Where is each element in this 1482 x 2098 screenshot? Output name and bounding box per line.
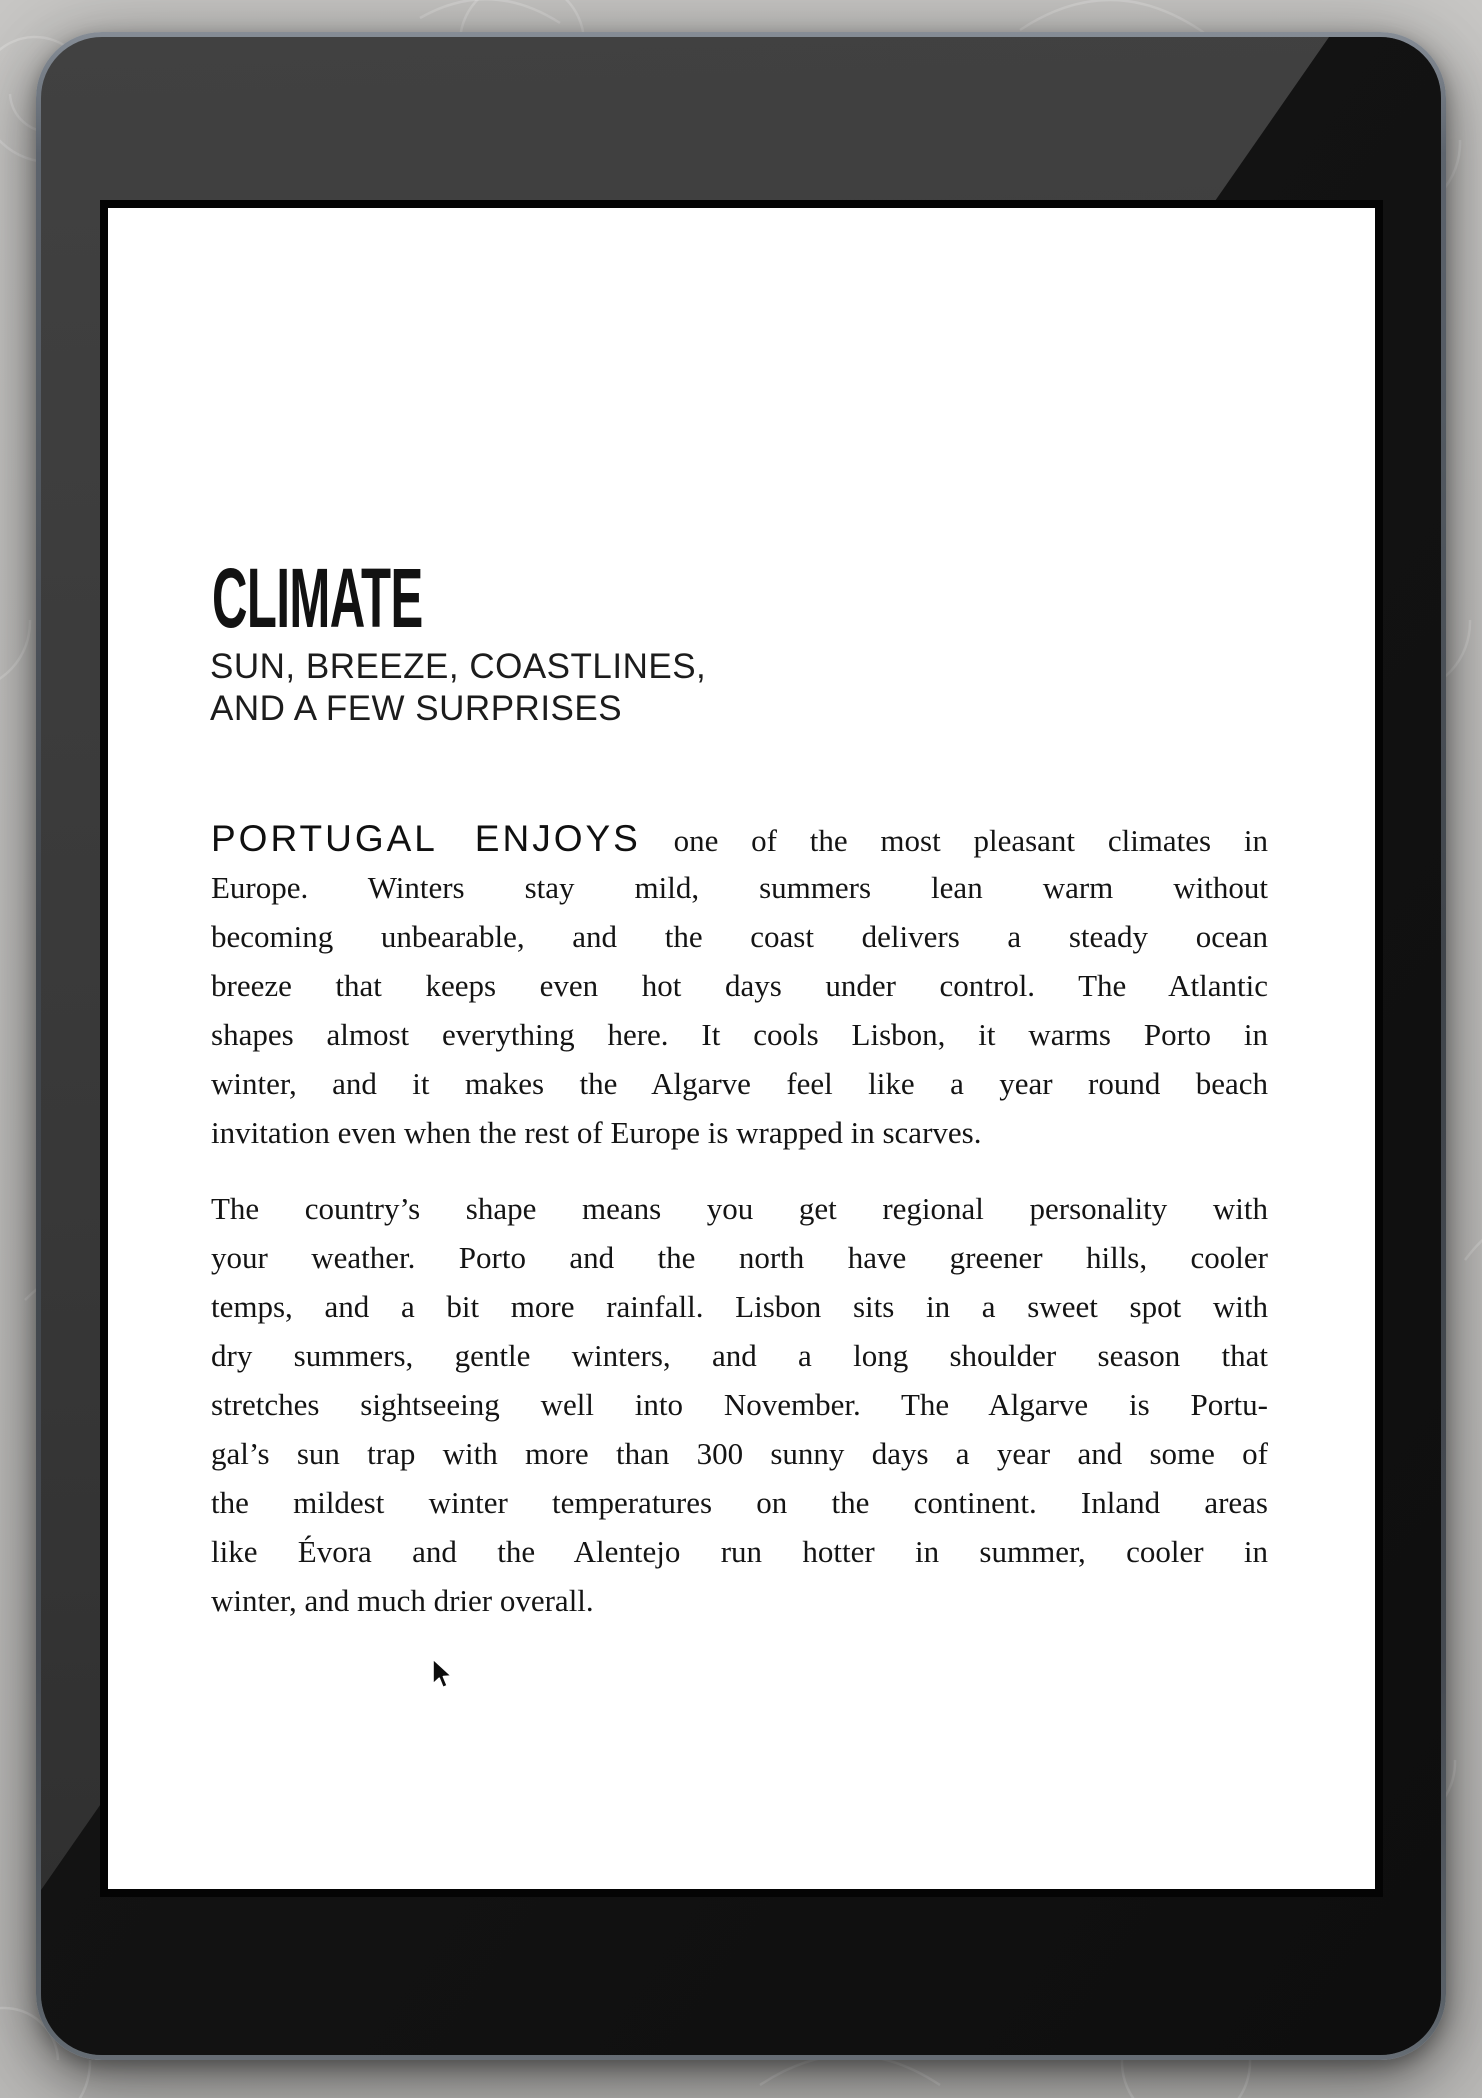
chapter-subtitle-line: AND A FEW SURPRISES — [210, 689, 623, 728]
body-line — [211, 814, 1268, 863]
body-line: dry summers, gentle winters, and a long shoulder season that — [211, 1338, 1268, 1373]
body-line: gal’s sun trap with more than 300 sunny days a year and some of — [211, 1436, 1268, 1471]
paragraph-lead-in: PORTUGAL ENJOYS — [211, 818, 641, 859]
body-line: like Évora and the Alentejo run hotter in summer, cooler in — [211, 1534, 1268, 1569]
body-line: temps, and a bit more rainfall. Lisbon sits in a sweet spot with — [211, 1289, 1268, 1324]
ebook-page[interactable] — [100, 200, 1383, 1897]
body-line: the mildest winter temperatures on the continent. Inland areas — [211, 1485, 1268, 1520]
body-line: Europe. Winters stay mild, summers lean warm without — [211, 870, 1268, 905]
body-line: becoming unbearable, and the coast delivers a steady ocean — [211, 919, 1268, 954]
body-line: stretches sightseeing well into November. The Algarve is Portu- — [211, 1387, 1268, 1422]
chapter-subtitle — [210, 646, 706, 730]
body-line: winter, and it makes the Algarve feel like a year round beach — [211, 1066, 1268, 1101]
tablet-device — [36, 32, 1446, 2060]
page-content — [108, 208, 1375, 1889]
body-paragraph — [211, 814, 1268, 1157]
body-line: shapes almost everything here. It cools Lisbon, it warms Porto in — [211, 1017, 1268, 1052]
chapter-title-text: CLIMATE — [212, 551, 423, 645]
tablet-bezel — [41, 37, 1441, 2055]
body-line: winter, and much drier overall. — [211, 1583, 594, 1618]
body-paragraph — [211, 1184, 1268, 1625]
body-line-text: one of the most pleasant climates in — [673, 823, 1269, 858]
chapter-title — [212, 551, 572, 645]
body-line: invitation even when the rest of Europe is wrapped in scarves. — [211, 1115, 982, 1150]
body-line: breeze that keeps even hot days under control. The Atlantic — [211, 968, 1268, 1003]
chapter-subtitle-line: SUN, BREEZE, COASTLINES, — [210, 647, 707, 686]
body-line: your weather. Porto and the north have greener hills, cooler — [211, 1240, 1268, 1275]
mouse-cursor-icon — [430, 1658, 454, 1692]
body-line: The country’s shape means you get regional personality with — [211, 1191, 1268, 1226]
